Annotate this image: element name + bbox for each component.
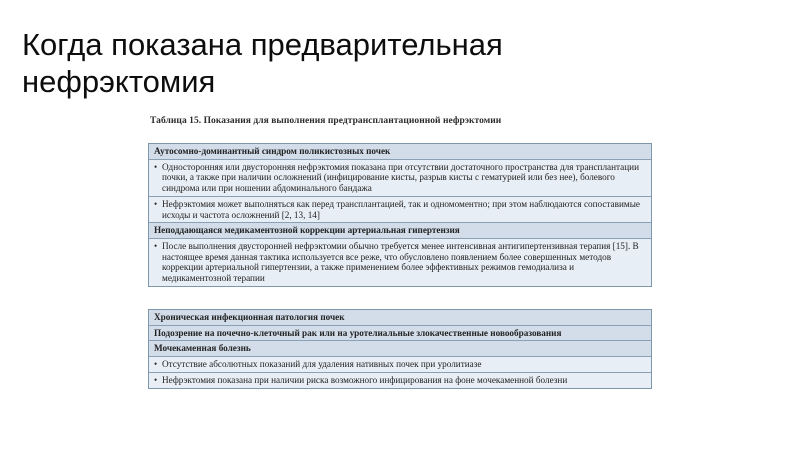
bullet-icon: • bbox=[154, 198, 158, 209]
table-caption: Таблица 15. Показания для выполнения предтрансплантационной нефрэктомии bbox=[150, 116, 502, 126]
table-row-heading bbox=[149, 222, 651, 238]
bullet-icon: • bbox=[154, 240, 158, 251]
table-row-heading bbox=[149, 325, 651, 341]
row-text: Односторонняя или двусторонняя нефрэктомия показана при отсутствии достаточного пространства для трансплантации почки, а также при наличии осложнений (инфицирование кисты, разрыв кисты с гематурией или без нее), болевого синдрома или при ношении абдоминального бандажа bbox=[162, 161, 640, 194]
table-row-heading bbox=[149, 310, 651, 325]
row-text: Неподдающаяся медикаментозной коррекции артериальная гипертензия bbox=[154, 225, 460, 236]
slide-title-line-1: Когда показана предварительная bbox=[22, 27, 503, 62]
slide-title-line-2: нефрэктомия bbox=[22, 64, 216, 99]
row-text: Нефрэктомия показана при наличии риска возможного инфицирования на фоне мочекаменной болезни bbox=[162, 374, 568, 385]
bullet-icon: • bbox=[154, 161, 158, 172]
table-row-bullet bbox=[149, 372, 651, 388]
table-row-bullet bbox=[149, 196, 651, 222]
row-text: Нефрэктомия может выполняться как перед трансплантацией, так и одномоментно; при этом наблюдаются сопоставимые исходы и частота осложнений [2, 13, 14] bbox=[162, 198, 640, 220]
table-row-bullet bbox=[149, 238, 651, 286]
row-text: Аутосомно-доминантный синдром поликистозных почек bbox=[154, 146, 391, 156]
table-row-heading bbox=[149, 144, 651, 159]
bullet-icon: • bbox=[154, 374, 158, 385]
row-text: Подозрение на почечно-клеточный рак или на уротелиальные злокачественные новообразования bbox=[154, 327, 562, 338]
table-row-heading bbox=[149, 340, 651, 356]
slide-title bbox=[22, 26, 722, 100]
row-text: Отсутствие абсолютных показаний для удаления нативных почек при уролитиазе bbox=[162, 359, 482, 370]
row-text: Хроническая инфекционная патология почек bbox=[154, 312, 345, 322]
table-row-bullet bbox=[149, 159, 651, 196]
row-text: После выполнения двусторонней нефрэктомии обычно требуется менее интенсивная антигипертензивная терапия [15]. В настоящее время данная тактика используется все реже, что обусловлено появлением более совершенных методов коррекции артериальной гипертензии, а также применением более эффективных режимов гемодиализа и медикаментозной терапии bbox=[162, 240, 639, 284]
bullet-icon: • bbox=[154, 359, 158, 370]
table-row-bullet bbox=[149, 356, 651, 372]
indications-table-part-1 bbox=[148, 143, 652, 287]
row-text: Мочекаменная болезнь bbox=[154, 343, 251, 354]
indications-table-part-2 bbox=[148, 309, 652, 389]
